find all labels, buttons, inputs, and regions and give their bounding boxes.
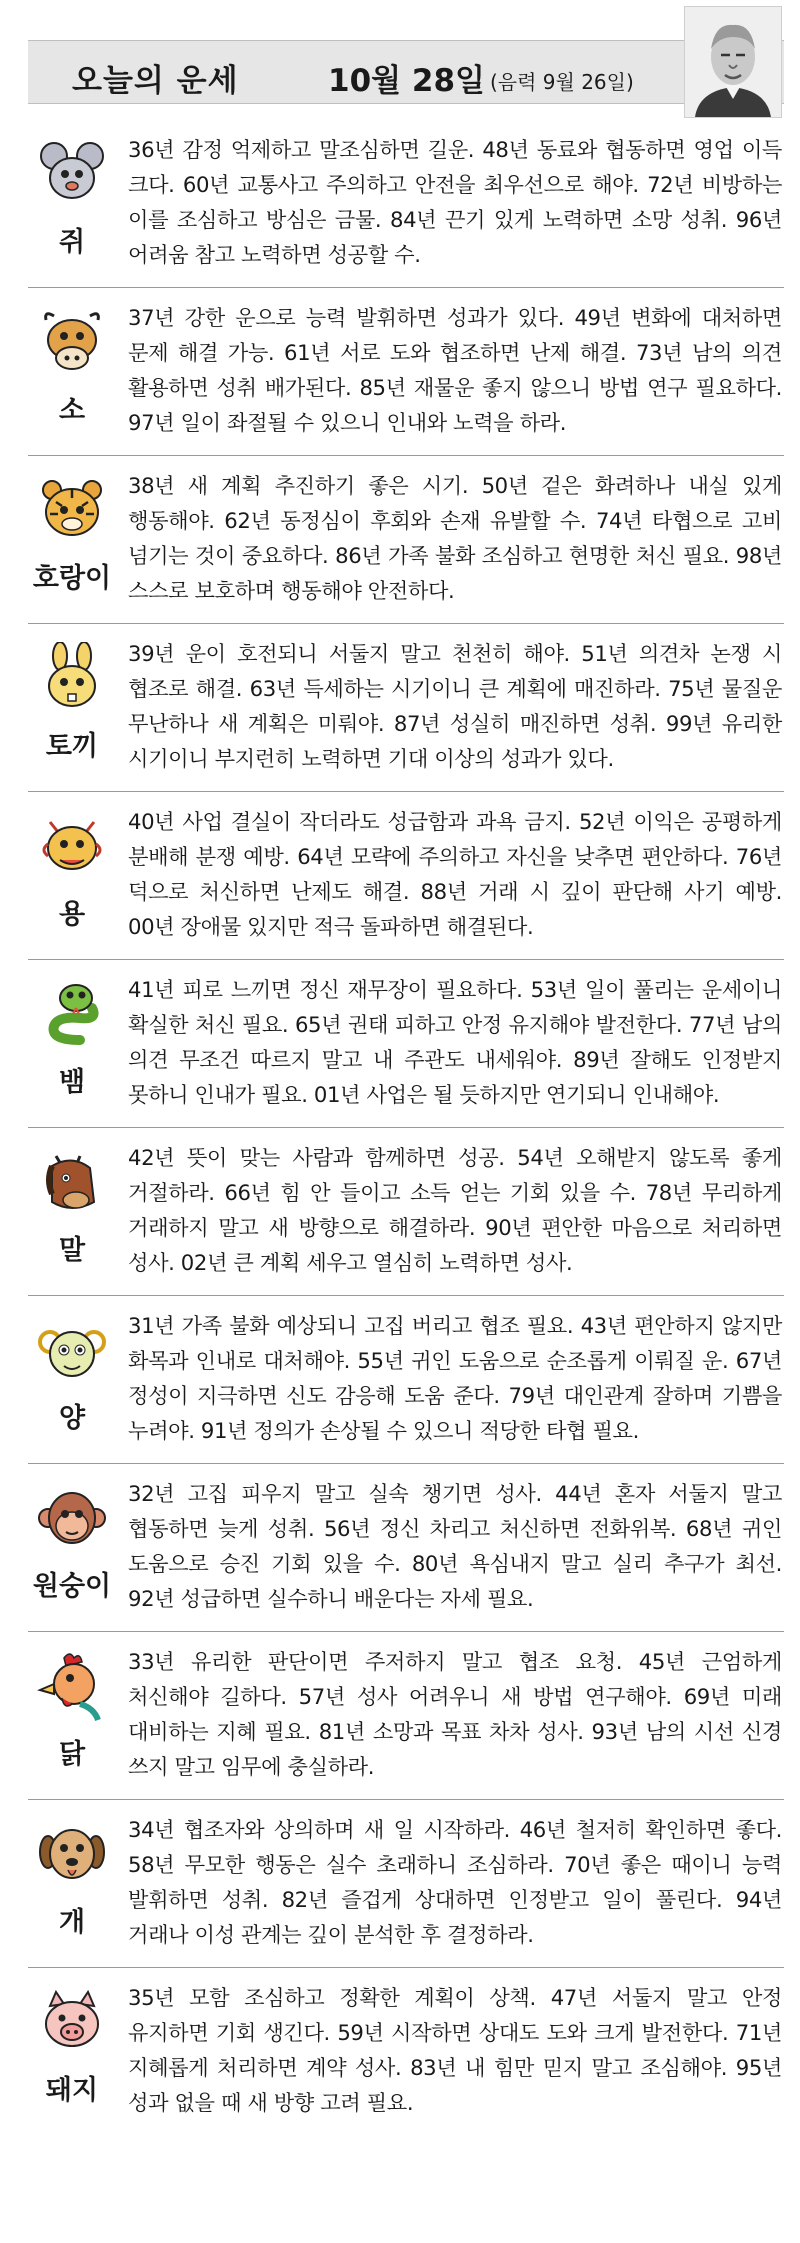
pig-icon	[36, 1986, 108, 2058]
horse-icon	[36, 1146, 108, 1218]
fortune-row-rooster	[28, 1632, 784, 1800]
fortune-text: 38년 새 계획 추진하기 좋은 시기. 50년 겉은 화려하나 내실 있게 행동해야. 62년 동정심이 후회와 손재 유발할 수. 74년 타협으로 고비 넘기는 것이 중요하다. 86년 가족 불화 조심하고 현명한 처신 필요. 98년 스스로 보호하며 행동해야 안전하다.	[128, 473, 782, 603]
lunar-date-label: (음력 9월 26일)	[490, 70, 634, 94]
fortune-text: 35년 모함 조심하고 정확한 계획이 상책. 47년 서둘지 말고 안정 유지하면 기회 생긴다. 59년 시작하면 상대도 도와 크게 발전한다. 71년 지혜롭게 처리하면 계약 성사. 83년 내 힘만 믿지 말고 조심해야. 95년 성과 없을 때 새 방향 고려 필요.	[128, 1985, 782, 2115]
animal-cell	[28, 456, 116, 623]
animal-cell	[28, 1968, 116, 2135]
fortune-row-snake	[28, 960, 784, 1128]
fortune-text: 40년 사업 결실이 작더라도 성급함과 과욕 금지. 52년 이익은 공평하게 분배해 분쟁 예방. 64년 모략에 주의하고 자신을 낮추면 편안하다. 76년 덕으로 처신하면 난제도 해결. 88년 거래 시 깊이 판단해 사기 예방. 00년 장애물 있지만 적극 돌파하면 해결된다.	[128, 809, 782, 939]
columnist-portrait	[684, 6, 782, 118]
rabbit-icon	[36, 642, 108, 714]
header-bar	[28, 40, 784, 104]
animal-cell	[28, 1800, 116, 1967]
fortune-text: 41년 피로 느끼면 정신 재무장이 필요하다. 53년 일이 풀리는 운세이니 확실한 처신 필요. 65년 권태 피하고 안정 유지해야 발전한다. 77년 남의 의견 무조건 따르지 말고 내 주관도 내세워야. 89년 잘해도 인정받지 못하니 인내가 필요. 01년 사업은 될 듯하지만 연기되니 인내해야.	[128, 977, 782, 1107]
animal-cell	[28, 1128, 116, 1295]
animal-cell	[28, 1632, 116, 1799]
fortune-row-dog	[28, 1800, 784, 1968]
animal-name: 말	[58, 1235, 86, 1266]
rat-icon	[36, 138, 108, 210]
animal-name: 쥐	[58, 227, 86, 258]
animal-cell	[28, 288, 116, 455]
fortune-text: 37년 강한 운으로 능력 발휘하면 성과가 있다. 49년 변화에 대처하면 문제 해결 가능. 61년 서로 도와 협조하면 난제 해결. 73년 남의 의견 활용하면 성취 배가된다. 85년 재물운 좋지 않으니 방법 연구 필요하다. 97년 일이 좌절될 수 있으니 인내와 노력을 하라.	[128, 305, 782, 435]
fortune-row-horse	[28, 1128, 784, 1296]
fortune-text: 36년 감정 억제하고 말조심하면 길운. 48년 동료와 협동하면 영업 이득 크다. 60년 교통사고 주의하고 안전을 최우선으로 해야. 72년 비방하는 이를 조심하고 방심은 금물. 84년 끈기 있게 노력하면 소망 성취. 96년 어려움 참고 노력하면 성공할 수.	[128, 137, 782, 267]
animal-name: 용	[58, 899, 86, 930]
animal-name: 원숭이	[32, 1571, 112, 1602]
fortune-row-pig	[28, 1968, 784, 2135]
snake-icon	[36, 978, 108, 1050]
person-icon	[685, 7, 781, 117]
fortune-text: 39년 운이 호전되니 서둘지 말고 천천히 해야. 51년 의견차 논쟁 시 협조로 해결. 63년 득세하는 시기이니 큰 계획에 매진하라. 75년 물질운 무난하나 새 계획은 미뤄야. 87년 성실히 매진하면 성취. 99년 유리한 시기이니 부지런히 노력하면 기대 이상의 성과가 있다.	[128, 641, 782, 771]
animal-name: 개	[58, 1907, 86, 1938]
animal-name: 뱀	[58, 1067, 86, 1098]
ox-icon	[36, 306, 108, 378]
fortune-text: 32년 고집 피우지 말고 실속 챙기면 성사. 44년 혼자 서둘지 말고 협동하면 늦게 성취. 56년 정신 차리고 처신하면 전화위복. 68년 귀인 도움으로 승진 기회 있을 수. 80년 욕심내지 말고 실리 추구가 최선. 92년 성급하면 실수하니 배운다는 자세 필요.	[128, 1481, 782, 1611]
animal-cell	[28, 1296, 116, 1463]
sheep-icon	[36, 1314, 108, 1386]
animal-name: 토끼	[45, 731, 99, 762]
fortune-row-sheep	[28, 1296, 784, 1464]
fortune-text: 34년 협조자와 상의하며 새 일 시작하라. 46년 철저히 확인하면 좋다. 58년 무모한 행동은 실수 초래하니 조심하라. 70년 좋은 때이니 능력 발휘하면 성취. 82년 즐겁게 상대하면 인정받고 일이 풀린다. 94년 거래나 이성 관계는 깊이 분석한 후 결정하라.	[128, 1817, 782, 1947]
animal-cell	[28, 624, 116, 791]
fortune-list	[28, 120, 784, 2135]
fortune-text: 42년 뜻이 맞는 사람과 함께하면 성공. 54년 오해받지 않도록 좋게 거절하라. 66년 힘 안 들이고 소득 얻는 기회 있을 수. 78년 무리하게 거래하지 말고 새 방향으로 해결하라. 90년 편안한 마음으로 처리하면 성사. 02년 큰 계획 세우고 열심히 노력하면 성사.	[128, 1145, 782, 1275]
monkey-icon	[36, 1482, 108, 1554]
fortune-row-rabbit	[28, 624, 784, 792]
fortune-page	[28, 0, 784, 2243]
animal-cell	[28, 792, 116, 959]
date-label: 10월 28일	[328, 63, 485, 99]
fortune-text: 31년 가족 불화 예상되니 고집 버리고 협조 필요. 43년 편안하지 않지만 화목과 인내로 대처해야. 55년 귀인 도움으로 순조롭게 이뤄질 운. 67년 정성이 지극하면 신도 감응해 도움 준다. 79년 대인관계 잘하며 기쁨을 누려야. 91년 정의가 손상될 수 있으니 적당한 타협 필요.	[128, 1313, 782, 1443]
tiger-icon	[36, 474, 108, 546]
animal-name: 양	[58, 1403, 86, 1434]
fortune-row-dragon	[28, 792, 784, 960]
animal-name: 닭	[58, 1739, 86, 1770]
dragon-icon	[36, 810, 108, 882]
animal-cell	[28, 1464, 116, 1631]
dog-icon	[36, 1818, 108, 1890]
animal-name: 호랑이	[32, 563, 112, 594]
animal-name: 돼지	[45, 2075, 99, 2106]
fortune-row-ox	[28, 288, 784, 456]
animal-cell	[28, 960, 116, 1127]
fortune-row-rat	[28, 120, 784, 288]
rooster-icon	[36, 1650, 108, 1722]
page-title: 오늘의 운세	[72, 63, 239, 99]
fortune-row-monkey	[28, 1464, 784, 1632]
animal-cell	[28, 120, 116, 287]
animal-name: 소	[58, 395, 86, 426]
fortune-row-tiger	[28, 456, 784, 624]
fortune-text: 33년 유리한 판단이면 주저하지 말고 협조 요청. 45년 근엄하게 처신해야 길하다. 57년 성사 어려우니 새 방법 연구해야. 69년 미래 대비하는 지혜 필요. 81년 소망과 목표 차차 성사. 93년 남의 시선 신경 쓰지 말고 임무에 충실하라.	[128, 1649, 782, 1779]
